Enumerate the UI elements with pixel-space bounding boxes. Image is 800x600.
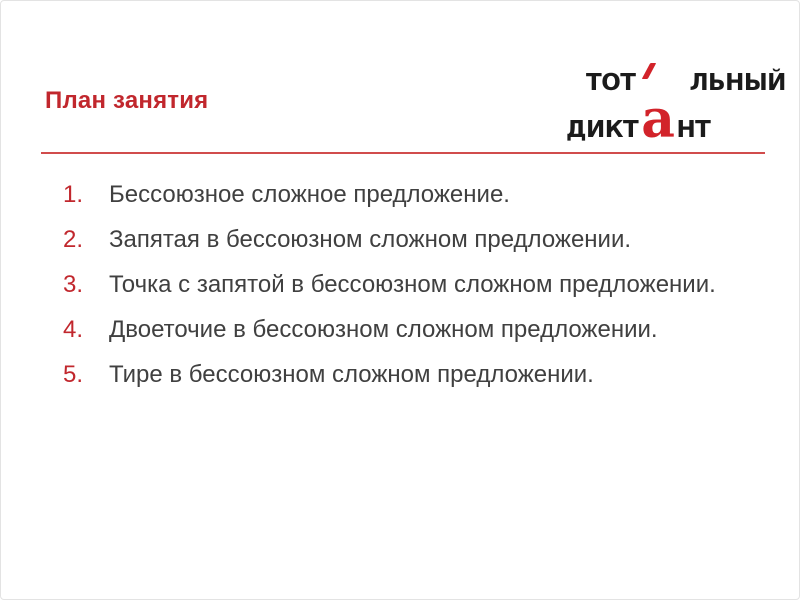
plan-item-text: Бессоюзное сложное предложение. [109,181,510,208]
plan-item [63,357,753,393]
logo-line-1-prefix: ТОТ [586,70,636,96]
plan-item-text: Точка с запятой в бессоюзном сложном предложении. [109,271,716,298]
plan-item-number: 5. [63,361,84,388]
logo-line-2-suffix: НТ [676,117,711,143]
title-divider [41,152,765,154]
plan-item [63,222,753,258]
plan-item [63,267,753,303]
plan-item [63,177,753,213]
totalny-diktant-logo [563,63,786,150]
logo-highlight-letter: а [641,89,675,150]
plan-item-number: 2. [63,226,84,253]
plan-item-number: 3. [63,271,84,298]
slide-title: План занятия [45,87,209,114]
plan-item-number: 1. [63,181,84,208]
plan-item-number: 4. [63,316,84,343]
plan-item [63,312,753,348]
plan-item-text: Тире в бессоюзном сложном предложении. [109,361,594,388]
logo-line-2-prefix: ДИКТ [566,117,639,143]
plan-item-text: Запятая в бессоюзном сложном предложении. [109,226,632,253]
logo-line-1 [586,72,786,95]
logo-line-2 [566,89,711,150]
logo-line-1-suffix: ЛЬНЫЙ [689,70,786,96]
plan-item-text: Двоеточие в бессоюзном сложном предложении. [109,316,658,343]
plan-list [63,177,753,402]
